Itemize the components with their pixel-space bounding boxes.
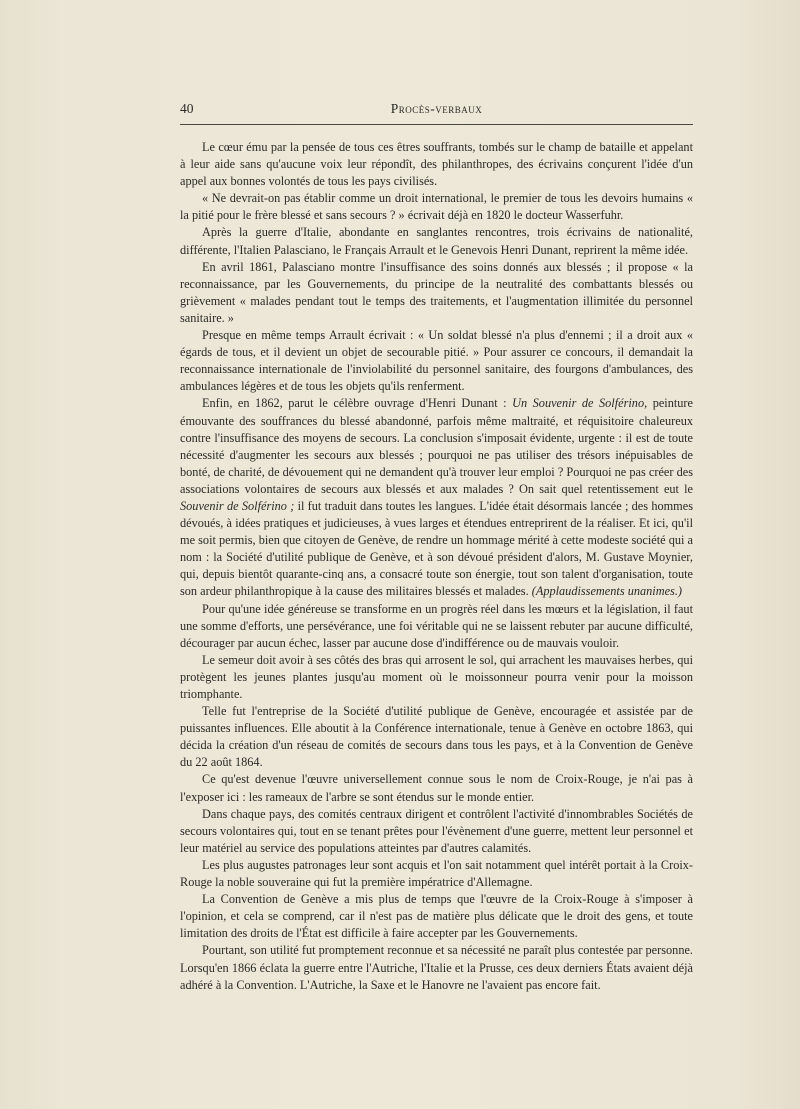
page-header xyxy=(180,101,693,119)
page-number: 40 xyxy=(180,101,194,116)
applause-note: (Applaudissements unanimes.) xyxy=(531,584,682,599)
paragraph: Après la guerre d'Italie, abondante en sanglantes rencontres, trois écrivains de nationalité, différente, l'Italien Palasciano, le Français Arrault et le Genevois Henri Dunant, reprirent la même idée. xyxy=(180,225,693,257)
paragraph: Enfin, en 1862, parut le célèbre ouvrage d'Henri Dunant : Un Souvenir de Solférino, peinture émouvante des souffrances du blessé abandonné, parfois même maltraité, et réquisitoire chaleureux contre l'insuffisance des moyens de secours. La conclusion s'imposait évidente, urgente : il est de toute nécessité d'augmenter les secours aux blessés ; pourquoi ne pas utiliser des trésors inépuisables de bonté, de charité, de dévouement qui ne demandent qu'à trouver leur emploi ? Pourquoi ne pas créer des associations volontaires de secours aux blessés et aux malades ? On sait quel retentissement eut le Souvenir de Solférino ; il fut traduit dans toutes les langues. L'idée était désormais lancée ; des hommes dévoués, à idées pratiques et judicieuses, à vues larges et étendues entreprirent de la réaliser. Et ici, qu'il me soit permis, bien que citoyen de Genève, de rendre un hommage mérité à cette modeste société qui a nom : la Société d'utilité publique de Genève, et à son dévoué président d'alors, M. Gustave Moynier, qui, depuis bientôt quarante-cinq ans, a consacré toute son énergie, tout son talent d'organisation, toute son ardeur philanthropique à la cause des militaires blessés et malades. (Applaudissements unanimes.) xyxy=(180,396,693,599)
header-rule xyxy=(180,124,693,125)
paragraph: Le cœur ému par la pensée de tous ces êtres souffrants, tombés sur le champ de bataille et appelant à leur aide sans qu'aucune voix leur répondît, des philanthropes, des écrivains conçurent l'idée d'un appel aux bonnes volontés de tous les pays civilisés. xyxy=(180,140,693,189)
paragraph: Presque en même temps Arrault écrivait : « Un soldat blessé n'a plus d'ennemi ; il a droit aux « égards de tous, et il devient un objet de secourable pitié. » Pour assurer ce concours, il demandait la reconnaissance internationale de l'inviolabilité du personnel sanitaire, des fourgons d'ambulances, des ambulances légères et de tous les objets qu'ils renferment. xyxy=(180,328,693,394)
paragraph: Telle fut l'entreprise de la Société d'utilité publique de Genève, encouragée et assistée par de puissantes influences. Elle aboutit à la Conférence internationale, tenue à Genève en octobre 1863, qui décida la création d'un réseau de comités de secours dans tous les pays, et à la Convention de Genève du 22 août 1864. xyxy=(180,704,693,770)
running-head: Procès-verbaux xyxy=(390,101,483,116)
book-title: Souvenir de Solférino ; xyxy=(180,498,295,513)
paragraph: La Convention de Genève a mis plus de temps que l'œuvre de la Croix-Rouge à s'imposer à l'opinion, et cela se comprend, car il n'est pas de matière plus délicate que le droit des gens, et toute limitation des droits de l'État est difficile à faire accepter par les Gouvernements. xyxy=(180,892,693,941)
paragraph: Dans chaque pays, des comités centraux dirigent et contrôlent l'activité d'innombrables Sociétés de secours volontaires qui, tout en se tenant prêtes pour l'évènement d'une guerre, mettent leur personnel et leur matériel au service des populations atteintes par d'autres calamités. xyxy=(180,806,693,855)
paragraph: Ce qu'est devenue l'œuvre universellement connue sous le nom de Croix-Rouge, je n'ai pas à l'exposer ici : les rameaux de l'arbre se sont étendus sur le monde entier. xyxy=(180,772,693,804)
paragraph: Pourtant, son utilité fut promptement reconnue et sa nécessité ne paraît plus contestée par personne. Lorsqu'en 1866 éclata la guerre entre l'Autriche, l'Italie et la Prusse, ces deux derniers États avaient déjà adhéré à la Convention. L'Autriche, la Saxe et le Hanovre ne l'avaient pas encore fait. xyxy=(180,943,693,992)
paragraph: « Ne devrait-on pas établir comme un droit international, le premier de tous les devoirs humains « la pitié pour le frère blessé et sans secours ? » écrivait déjà en 1820 le docteur Wasserfuhr. xyxy=(180,191,693,223)
paragraph: Le semeur doit avoir à ses côtés des bras qui arrosent le sol, qui arrachent les mauvaises herbes, qui protègent les jeunes plantes jusqu'au moment où le moissonneur pourra venir pour la moisson triomphante. xyxy=(180,652,693,701)
paragraph: Pour qu'une idée généreuse se transforme en un progrès réel dans les mœurs et la législation, il faut une somme d'efforts, une persévérance, une foi véritable qui ne se laissent rebuter par aucune difficulté, décourager par aucun échec, lasser par aucune dose d'indifférence ou de mauvais vouloir. xyxy=(180,601,693,650)
paragraph: En avril 1861, Palasciano montre l'insuffisance des soins donnés aux blessés ; il propose « la reconnaissance, par les Gouvernements, du principe de la neutralité des combattants blessés ou grièvement « malades pendant tout le temps des traitements, et l'augmentation illimitée du personnel sanitaire. » xyxy=(180,259,693,325)
book-title: Un Souvenir de Solférino, xyxy=(512,396,648,411)
body-text xyxy=(180,139,693,994)
paragraph: Les plus augustes patronages leur sont acquis et l'on sait notamment quel intérêt portait à la Croix-Rouge la noble souveraine qui fut la première impératrice d'Allemagne. xyxy=(180,857,693,890)
